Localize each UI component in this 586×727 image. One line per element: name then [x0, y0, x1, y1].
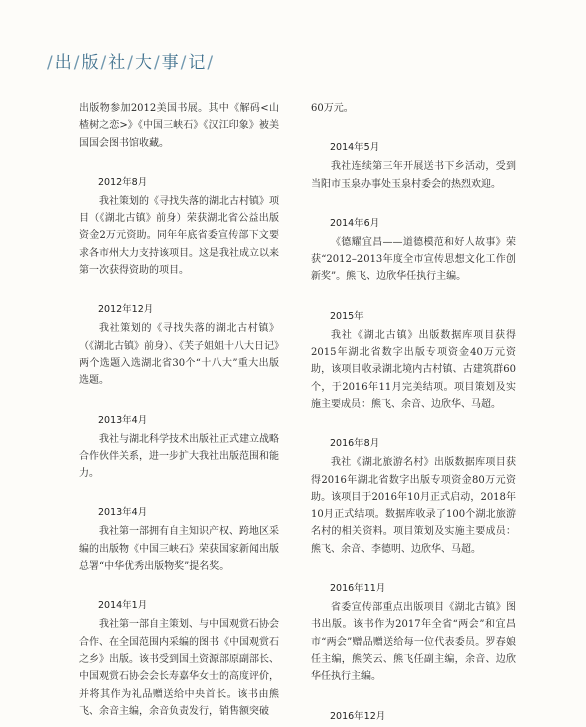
event-text: 省委宣传部重点出版项目《湖北古镇》图书出版。该书作为2017年全省“两会”和宜昌市“两会”赠品赠送给每一位代表委员。罗春娘任主编，熊笑云、熊飞任副主编，余音、边欣华任执行主编。 [311, 602, 516, 683]
event-entry [311, 141, 516, 193]
event-entry [311, 310, 516, 413]
event-entry [311, 437, 516, 558]
event-text: 我社第一部拥有自主知识产权、跨地区采编的出版物《中国三峡石》荣获国家新闻出版总署“中华优秀出版物奖”提名奖。 [79, 526, 279, 573]
event-entry [79, 303, 279, 389]
right-column [311, 100, 516, 727]
continuation-text: 60万元。 [311, 103, 354, 114]
event-entry [79, 599, 279, 720]
event-date: 2015年 [330, 310, 364, 322]
event-date: 2016年12月 [330, 710, 386, 722]
event-date: 2014年1月 [98, 600, 148, 612]
event-date: 2012年8月 [98, 176, 148, 188]
left-column [79, 100, 279, 720]
event-entry [79, 506, 279, 575]
event-date: 2013年4月 [98, 507, 148, 519]
event-date: 2016年8月 [330, 438, 380, 450]
event-text: 我社《湖北古镇》出版数据库项目获得2015年湖北省数字出版专项资金40万元资助，该项目收录湖北境内古村镇、古建筑群60个，于2016年11月完美结项。项目策划及实施主要成员：熊飞、余音、边欣华、马超。 [311, 329, 516, 410]
continuation-text: 出版物参加2012美国书展。其中《解码<山楂树之恋>》《中国三峡石》《汉江印象》被美国国会图书馆收藏。 [79, 103, 279, 149]
event-date: 2014年6月 [330, 217, 380, 229]
event-entry [311, 217, 516, 286]
event-entry [79, 176, 279, 279]
title-char: 记 [188, 53, 207, 73]
event-entry [311, 582, 516, 685]
event-text: 我社与湖北科学技术出版社正式建立战略合作伙伴关系，进一步扩大我社出版范围和能力。 [79, 433, 279, 480]
title-char: 事 [161, 53, 180, 73]
title-char: 版 [81, 53, 100, 73]
title-char: 大 [134, 53, 153, 73]
page-title: /出/版/社/大/事/记/ [47, 53, 215, 73]
event-text: 我社策划的《寻找失落的湖北古村镇》项目（《湖北古镇》前身）荣获湖北省公益出版资金2万元资助。同年年底省委宣传部下文要求各市州大力支持该项目。这是我社成立以来第一次获得资助的项目。 [79, 195, 279, 277]
event-entry [79, 414, 279, 483]
event-entry [311, 710, 516, 724]
event-date: 2013年4月 [98, 414, 148, 426]
event-text: 《德耀宜昌——道德模范和好人故事》荣获“2012–2013年度全市宣传思想文化工作创新奖”。熊飞、边欣华任执行主编。 [311, 236, 516, 283]
event-text: 我社第一部自主策划、与中国观赏石协会合作、在全国范围内采编的图书《中国观赏石之乡》出版。该书受到国土资源部原副部长、中国观赏石协会会长寿嘉华女士的高度评价，并将其作为礼品赠送给中央首长。该书由熊飞、余音主编，余音负责发行，销售额突破 [79, 619, 279, 717]
event-text: 我社《湖北旅游名村》出版数据库项目获得2016年湖北省数字出版专项资金80万元资助。该项目于2016年10月正式启动，2018年10月正式结项。数据库收录了100个湖北旅游名村的相关资料。项目策划及实施主要成员：熊飞、余音、李德明、边欣华、马超。 [311, 457, 516, 555]
title-char: 社 [108, 53, 127, 73]
event-text: 我社策划的《寻找失落的湖北古村镇》（《湖北古镇》前身）、《芙子姐姐十八大日记》两个选题入选湖北省30个“十八大”重大出版选题。 [79, 323, 279, 387]
event-date: 2012年12月 [98, 304, 154, 316]
event-date: 2016年11月 [330, 583, 386, 595]
event-text: 我社连续第三年开展送书下乡活动，受到当阳市玉泉办事处玉泉村委会的热烈欢迎。 [311, 161, 516, 190]
event-date: 2014年5月 [330, 142, 380, 154]
title-char: 出 [54, 53, 73, 73]
